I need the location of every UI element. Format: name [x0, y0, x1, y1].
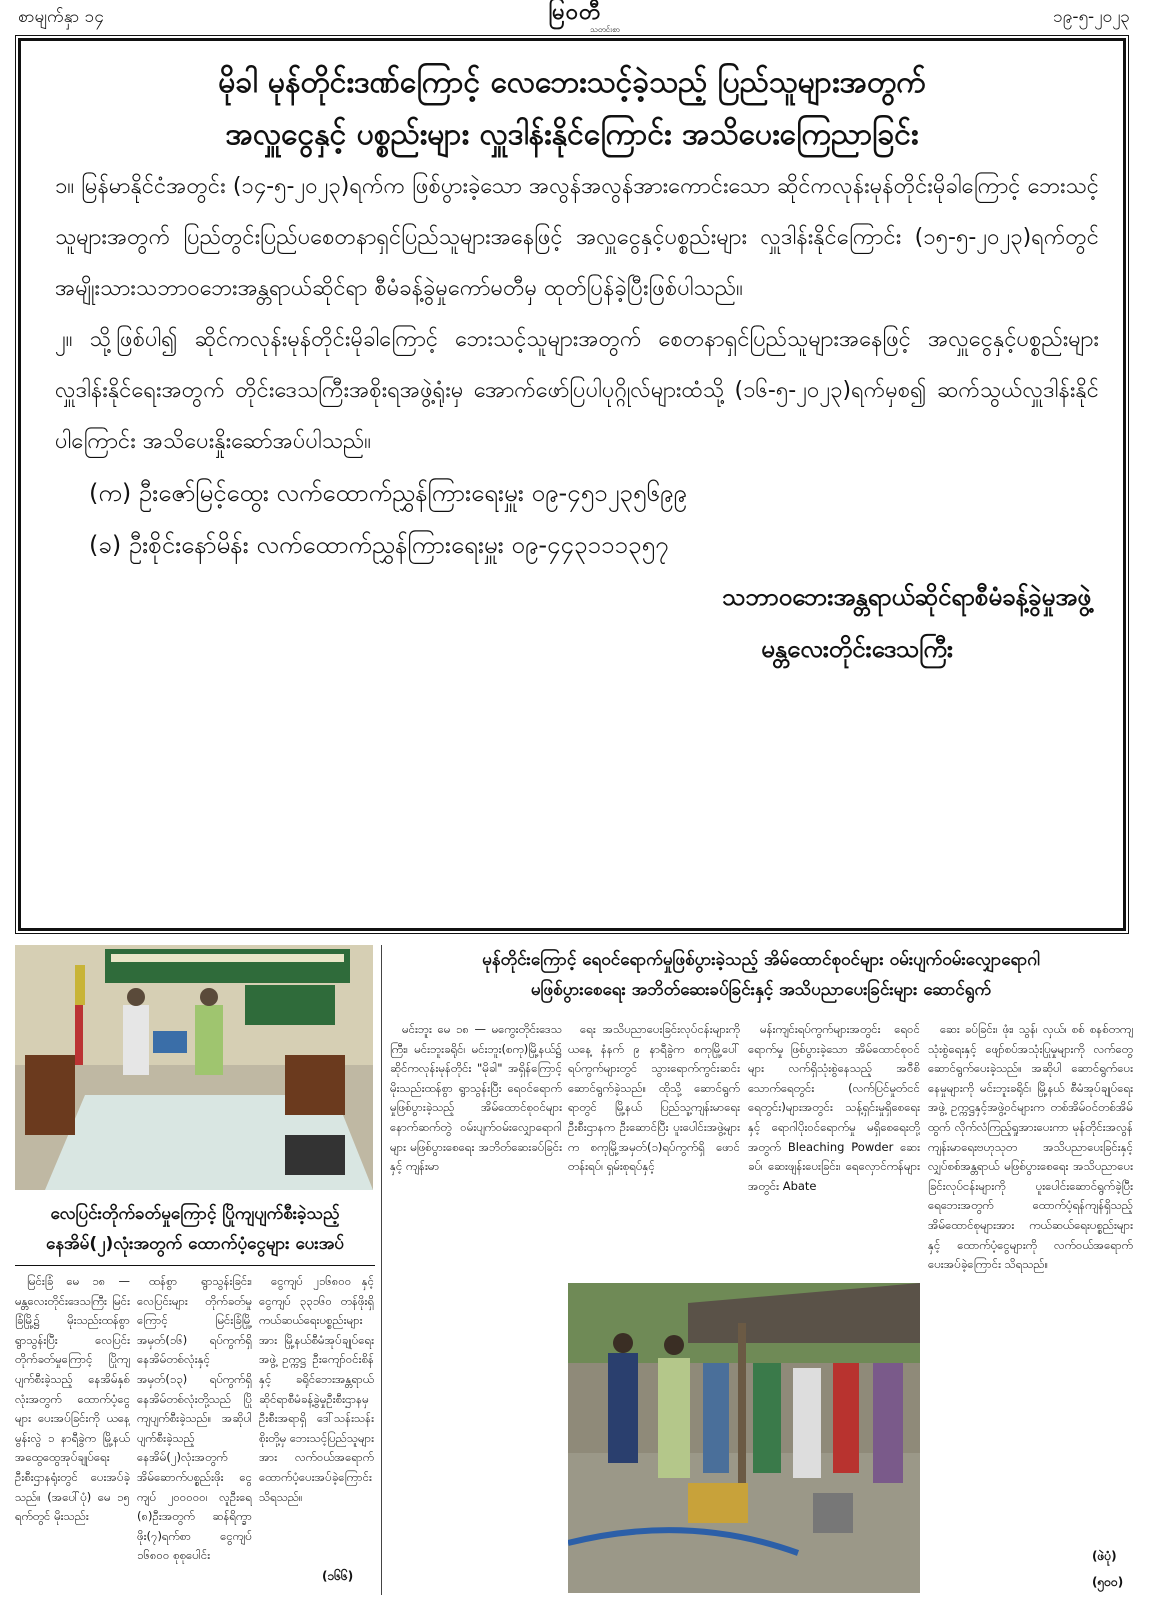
masthead-subtitle: သတင်းစာ: [590, 25, 620, 34]
story-left-column-2: [137, 1272, 252, 1590]
notice-paragraph-1: ၁။ မြန်မာနိုင်ငံအတွင်း (၁၄-၅-၂၀၂၃)ရက်က ဖြစ်ပွားခဲ့သော အလွန်အလွန်အားကောင်းသော ဆိုင်ကလုန်းမုန်တိုင်းမိုခါကြောင့် ဘေးသင့်သူများအတွက် ပြည်တွင်းပြည်ပစေတနာရှင်ပြည်သူများအနေဖြင့် အလှူငွေနှင့်ပစ္စည်းများ လှူဒါန်းနိုင်ကြောင်း (၁၅-၅-၂၀၂၃)ရက်တွင် အမျိုးသားသဘာဝဘေးအန္တရာယ်ဆိုင်ရာ စီမံခန့်ခွဲမှုကော်မတီမှ ထုတ်ပြန်ခဲ့ပြီးဖြစ်ပါသည်။: [55, 174, 1099, 301]
signature-region: မန္တလေးတိုင်းဒေသကြီး: [761, 635, 953, 663]
contact-2: (ခ) ဦးစိုင်းနော်မိန်း လက်ထောက်ညွှန်ကြားရေးမှူး ၀၉-၄၄၃၁၁၁၃၅၇: [89, 531, 669, 559]
story-right-headline-line1: မုန်တိုင်းကြောင့် ရေဝင်ရောက်မှုဖြစ်ပွားခဲ့သည့် အိမ်ထောင်စုဝင်များ ဝမ်းပျက်ဝမ်းလျှောရောဂါ: [482, 950, 1040, 970]
story-right-text-2: ရေး အသိပညာပေးခြင်းလုပ်ငန်းများကို ယနေ့ နံနက် ၉ နာရီခွဲက စကုမြို့ပေါ်ရပ်ကွက်များတွင် သွားရောက်ကွင်းဆင်းဆောင်ရွက်ခဲ့သည်။ ထိုသို့ ဆောင်ရွက်ရာတွင် မြို့နယ် ပြည်သူ့ကျန်းမာရေးဦးစီးဌာနက ဦးဆောင်ပြီး ပူးပေါင်းအဖွဲ့များက စကုမြို့အမှတ်(၁)ရပ်ကွက်ရှိ ဖောင်တန်းရပ်၊ ရှမ်းစုရပ်နှင့်: [568, 1022, 740, 1174]
story-right-column-4: [928, 1020, 1133, 1565]
story-right-headline: [387, 945, 1135, 1005]
story-left-text-3: ငွေကျပ် ၂၁၆၈၀၀ နှင့် ငွေကျပ် ၃၃၁၆၀ တန်ဖိုးရှိ ကယ်ဆယ်ရေးပစ္စည်းများအား မြို့နယ်စီမံအုပ်ချုပ်ရေးအဖွဲ့ ဥက္ကဋ္ဌ ဦးကျော်ဝင်းစိန်နှင့် ခရိုင်ဘေးအန္တရာယ်ဆိုင်ရာစီမံခန့်ခွဲမှုဦးစီးဌာနမှ ဦးစီးအရာရှိ ဒေါ်သန်းသန်းစိုးတို့မှ ဘေးသင့်ပြည်သူများအား လက်ဝယ်အရောက် ထောက်ပံ့ပေးအပ်ခဲ့ကြောင်း သိရသည်။: [259, 1274, 374, 1504]
story-right-text-3: မန်းကျင်းရပ်ကွက်များအတွင်း ရေဝင်ရောက်မှု ဖြစ်ပွားခဲ့သော အိမ်ထောင်စုဝင်များ လက်ရှိသုံးစွဲနေသည့် အဝီစိသောက်ရေတွင်း (လက်ပြင်မှုတ်ငင်ရေတွင်း)များအတွင်း သန့်ရှင်းမှုရှိစေရေးနှင့် ရောဂါပိုးဝင်ရောက်မှု မရှိစေရေးတို့အတွက် Bleaching Powder ဆေးခပ်၊ ဆေးဖျန်းပေးခြင်း၊ ရေလှောင်ကန်များအတွင်း Abate: [748, 1022, 920, 1193]
story-right-credit-2: (၅၀၀): [1092, 1575, 1124, 1589]
story-right-text-4: ဆေး ခပ်ခြင်း၊ ဖုံး၊ သွန်၊ လှယ်၊ စစ် စနစ်တကျ သုံးစွဲရေးနှင့် ဖျော်စပ်အသုံးပြုမှုများကို လက်တွေ့ဆောင်ရွက်ပေးခဲ့သည်။ အဆိုပါ ဆောင်ရွက်ပေးနေမှုများကို မင်းဘူးခရိုင်၊ မြို့နယ် စီမံအုပ်ချုပ်ရေးအဖွဲ့ ဥက္ကဋ္ဌနှင့်အဖွဲ့ဝင်များက တစ်အိမ်ဝင်တစ်အိမ်ထွက် လိုက်လံကြည့်ရှုအားပေးကာ မုန်တိုင်းအလွန် ကျန်းမာရေးဗဟုသုတ အသိပညာပေးခြင်းနှင့် လျှပ်စစ်အန္တရာယ် မဖြစ်ပွားစေရေး အသိပညာပေးခြင်းလုပ်ငန်းများကို ပူးပေါင်းဆောင်ရွက်ခဲ့ပြီး ရေဘေးအတွက် ထောက်ပံ့ရန်ကျန်ရှိသည့် အိမ်ထောင်စုများအား ကယ်ဆယ်ရေးပစ္စည်းများနှင့် ထောက်ပံ့ငွေများကို လက်ဝယ်အရောက် ပေးအပ်ခဲ့ကြောင်း သိရသည်။: [928, 1022, 1133, 1272]
story-left-credit: (၁၆၆): [322, 1569, 354, 1583]
story-left-headline: [15, 1199, 375, 1259]
story-left-headline-line2: နေအိမ်(၂)လုံးအတွက် ထောက်ပံ့ငွေများ ပေးအပ်: [45, 1234, 344, 1254]
story-left-column-1: [15, 1272, 130, 1590]
story-right-text-1: မင်းဘူး မေ ၁၈ — မကွေးတိုင်းဒေသကြီး၊ မင်းဘူးခရိုင်၊ မင်းဘူး(စကု)မြို့နယ်၌ ဆိုင်ကလုန်းမုန်တိုင်း "မိုခါ" အရှိန်ကြောင့် မိုးသည်းထန်စွာ ရွာသွန်းပြီး ရေဝင်ရောက်မှုဖြစ်ပွားခဲ့သည့် အိမ်ထောင်စုဝင်များ နောက်ဆက်တွဲ ဝမ်းပျက်ဝမ်းလျှောရောဂါများ မဖြစ်ပွားစေရေး အဘိတ်ဆေးခပ်ခြင်းနှင့် ကျန်းမာ: [390, 1022, 562, 1174]
story-left-divider: [15, 1265, 375, 1266]
page-header: [0, 0, 1150, 34]
notice-title-line2: အလှူငွေနှင့် ပစ္စည်းများ လှူဒါန်းနိုင်ကြောင်း အသိပေးကြေညာခြင်း: [225, 117, 919, 152]
story-right-column-3: [748, 1020, 920, 1275]
issue-date: ၁၉-၅-၂၀၂၃: [1053, 7, 1130, 27]
disinfection-field-photo: [568, 1283, 920, 1593]
public-notice-box: [18, 38, 1126, 931]
story-right-column-2: [568, 1020, 740, 1275]
masthead-title: မြဝတီ: [548, 0, 602, 25]
contact-1: (က) ဦးဇော်မြင့်ထွေး လက်ထောက်ညွှန်ကြားရေးမှူး ၀၉-၄၅၁၂၃၅၆၉၉: [89, 479, 687, 507]
page-number: စာမျက်နှာ ၁၄: [18, 7, 104, 27]
story-left-text-2: ထန်စွာ ရွာသွန်းခြင်း၊ လေပြင်းများ တိုက်ခတ်မှုကြောင့် မြင်းခြံမြို့ အမှတ်(၁၆) ရပ်ကွက်ရှိ နေအိမ်တစ်လုံးနှင့် အမှတ်(၁၃) ရပ်ကွက်ရှိ နေအိမ်တစ်လုံးတို့သည် ပြိုကျပျက်စီးခဲ့သည်။ အဆိုပါ ပျက်စီးခဲ့သည့် နေအိမ်(၂)လုံးအတွက် အိမ်ဆောက်ပစ္စည်းဖိုး ငွေကျပ် ၂၀၀၀၀၀၊ လူဦးရေ (၈)ဦးအတွက် ဆန်ရိက္ခာဖိုး(၇)ရက်စာ ငွေကျပ် ၁၆၈၀၀ စုစုပေါင်း: [137, 1274, 252, 1563]
story-left-column-3: [259, 1272, 374, 1568]
story-right-headline-line2: မဖြစ်ပွားစေရေး အဘိတ်ဆေးခပ်ခြင်းနှင့် အသိပညာပေးခြင်းများ ဆောင်ရွက်: [530, 980, 992, 1000]
story-right-credit-1: (ဖဲပုံ): [1092, 1549, 1117, 1563]
notice-body: [21, 161, 1123, 467]
story-separator: [381, 945, 382, 1595]
story-right-column-1: [390, 1020, 562, 1595]
story-left-text-1: မြင်းခြံ မေ ၁၈ — မန္တလေးတိုင်းဒေသကြီး မြင်းခြံမြို့၌ မိုးသည်းထန်စွာ ရွာသွန်းပြီး လေပြင်းတိုက်ခတ်မှုကြောင့် ပြိုကျပျက်စီးခဲ့သည့် နေအိမ်နှစ်လုံးအတွက် ထောက်ပံ့ငွေများ ပေးအပ်ခြင်းကို ယနေ့ မွန်းလွဲ ၁ နာရီခွဲက မြို့နယ်အထွေထွေအုပ်ချုပ်ရေးဦးစီးဌာနရုံးတွင် ပေးအပ်ခဲ့သည်။ (အပေါ်ပုံ) မေ ၁၅ ရက်တွင် မိုးသည်း: [15, 1274, 130, 1524]
masthead-logo: [505, 2, 645, 32]
notice-paragraph-2: ၂။ သို့ဖြစ်ပါ၍ ဆိုင်ကလုန်းမုန်တိုင်းမိုခါကြောင့် ဘေးသင့်သူများအတွက် စေတနာရှင်ပြည်သူများအနေဖြင့် အလှူငွေနှင့်ပစ္စည်းများ လှူဒါန်းနိုင်ရေးအတွက် တိုင်းဒေသကြီးအစိုးရအဖွဲ့ရုံးမှ အောက်ဖော်ပြပါပုဂ္ဂိုလ်များထံသို့ (၁၆-၅-၂၀၂၃)ရက်မှစ၍ ဆက်သွယ်လှူဒါန်းနိုင်ပါကြောင်း အသိပေးနှိုးဆော်အပ်ပါသည်။: [55, 327, 1099, 454]
signature-organization: သဘာဝဘေးအန္တရာယ်ဆိုင်ရာစီမံခန့်ခွဲမှုအဖွဲ့: [722, 583, 1091, 611]
donation-ceremony-photo: [15, 945, 373, 1190]
story-left-headline-line1: လေပြင်းတိုက်ခတ်မှုကြောင့် ပြိုကျပျက်စီးခဲ့သည့်: [50, 1204, 340, 1224]
notice-title: [21, 57, 1123, 161]
notice-title-line1: မိုခါ မုန်တိုင်းဒဏ်ကြောင့် လေဘေးသင့်ခဲ့သည့် ပြည်သူများအတွက်: [218, 65, 926, 100]
